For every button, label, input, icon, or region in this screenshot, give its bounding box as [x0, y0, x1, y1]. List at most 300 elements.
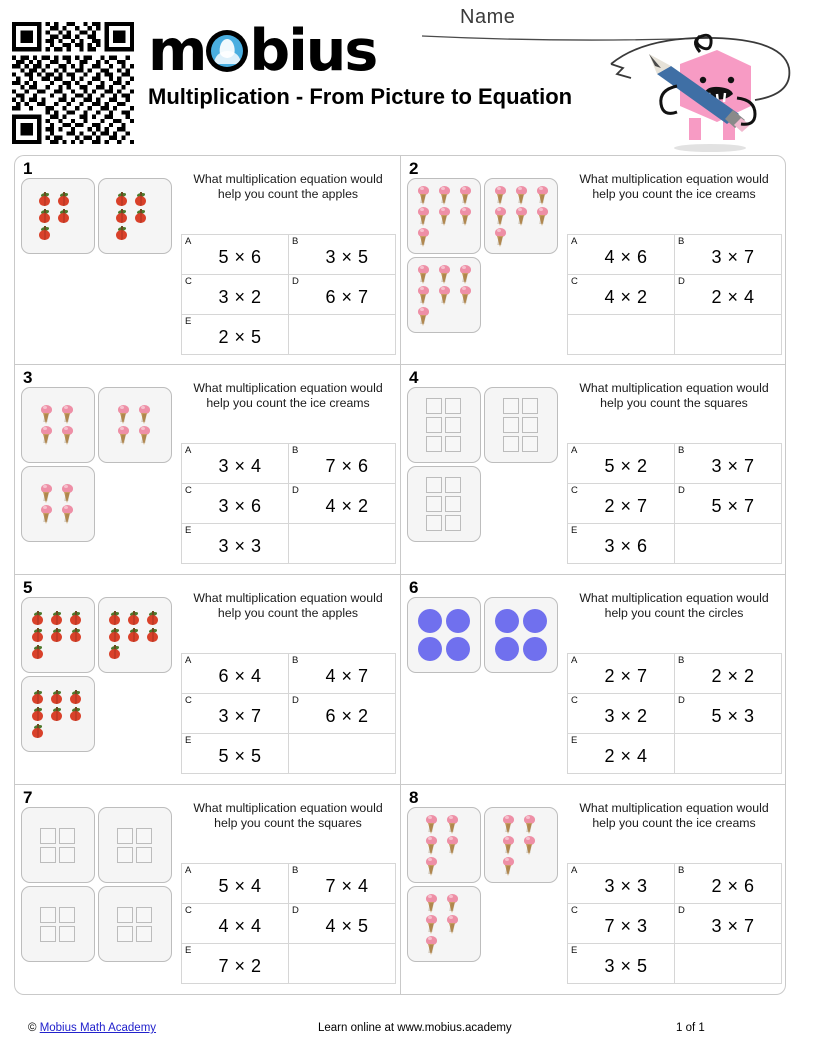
question-row-3 [14, 575, 801, 785]
square-icon [445, 417, 461, 433]
apple-icon [108, 628, 121, 643]
square-icon [522, 417, 538, 433]
circle-icon [495, 609, 519, 633]
square-icon [522, 436, 538, 452]
icecream-icon [40, 405, 53, 424]
icecream-icon [515, 207, 528, 226]
picture-card [21, 597, 95, 673]
question-row-2 [14, 365, 801, 575]
option-e[interactable] [182, 944, 289, 984]
option-empty [568, 315, 675, 355]
option-equation: 3 × 3 [218, 536, 262, 556]
picture-card [407, 597, 481, 673]
option-d[interactable] [289, 694, 396, 734]
option-letter: B [292, 445, 299, 456]
option-letter: B [678, 655, 685, 666]
icecream-icon [40, 426, 53, 445]
options-row [182, 275, 396, 315]
option-e[interactable] [182, 524, 289, 564]
option-empty [675, 524, 782, 564]
apple-icon [115, 192, 128, 207]
square-icon [445, 496, 461, 512]
option-d[interactable] [675, 275, 782, 315]
option-a[interactable] [568, 444, 675, 484]
apple-icon [31, 645, 44, 660]
icecream-icon [417, 286, 430, 305]
picture-cards [21, 597, 179, 779]
options-row [568, 444, 782, 484]
option-letter: E [571, 945, 578, 956]
picture-card [21, 807, 95, 883]
option-equation: 4 × 2 [325, 496, 369, 516]
picture-card [484, 387, 558, 463]
picture-card [407, 886, 481, 962]
picture-card [407, 807, 481, 883]
options-row [568, 904, 782, 944]
apple-icon [115, 226, 128, 241]
picture-card [98, 886, 172, 962]
question-body [181, 799, 395, 984]
options-row [568, 315, 782, 355]
options-row [182, 654, 396, 694]
icecream-icon [40, 484, 53, 503]
worksheet-header [0, 0, 815, 150]
option-b[interactable] [289, 654, 396, 694]
icecream-icon [536, 207, 549, 226]
square-icon [59, 907, 75, 923]
option-c[interactable] [568, 904, 675, 944]
circle-icon [446, 609, 470, 633]
page-title: Multiplication - From Picture to Equation [148, 84, 573, 109]
options-table [567, 863, 782, 984]
picture-card [21, 387, 95, 463]
option-equation: 2 × 4 [604, 746, 648, 766]
option-letter: C [185, 695, 192, 706]
icecream-icon [523, 836, 536, 855]
option-equation: 2 × 6 [711, 876, 755, 896]
apple-icon [134, 192, 147, 207]
options-table [567, 234, 782, 355]
option-equation: 2 × 4 [711, 287, 755, 307]
option-letter: E [571, 525, 578, 536]
question-number: 2 [409, 159, 419, 178]
copyright [28, 1022, 156, 1034]
option-equation: 6 × 7 [325, 287, 369, 307]
option-letter: A [185, 445, 192, 456]
question-prompt: What multiplication equation would help you count the squares [579, 381, 769, 411]
question-number: 6 [409, 578, 419, 597]
option-e[interactable] [182, 315, 289, 355]
option-b[interactable] [289, 444, 396, 484]
apple-icon [69, 707, 82, 722]
apple-icon [50, 690, 63, 705]
square-icon [426, 515, 442, 531]
options-row [182, 694, 396, 734]
mobius-math-academy-link[interactable]: Mobius Math Academy [39, 1022, 157, 1034]
icecream-icon [61, 484, 74, 503]
option-e[interactable] [568, 524, 675, 564]
page-indicator: 1 of 1 [676, 1022, 705, 1034]
option-letter: D [678, 485, 685, 496]
square-icon [503, 417, 519, 433]
square-icon [503, 436, 519, 452]
circle-icon [495, 637, 519, 661]
options-row [568, 864, 782, 904]
option-letter: E [185, 945, 192, 956]
question-row-4 [14, 785, 801, 995]
option-equation: 2 × 2 [711, 666, 755, 686]
option-c[interactable] [182, 484, 289, 524]
options-table [181, 863, 396, 984]
option-letter: E [571, 735, 578, 746]
option-letter: A [185, 655, 192, 666]
logo-text-m: m [148, 17, 206, 84]
option-a[interactable] [568, 654, 675, 694]
qr-code [12, 22, 134, 144]
square-icon [40, 847, 56, 863]
option-equation: 3 × 6 [604, 536, 648, 556]
option-d[interactable] [289, 275, 396, 315]
apple-icon [31, 707, 44, 722]
option-equation: 7 × 4 [325, 876, 369, 896]
question-block-5 [14, 575, 400, 785]
icecream-icon [61, 405, 74, 424]
picture-card [407, 387, 481, 463]
icecream-icon [425, 915, 438, 934]
options-row [568, 654, 782, 694]
square-icon [136, 828, 152, 844]
option-letter: C [571, 695, 578, 706]
question-number: 1 [23, 159, 33, 178]
options-row [182, 734, 396, 774]
options-row [568, 235, 782, 275]
apple-icon [38, 226, 51, 241]
options-row [182, 444, 396, 484]
icecream-icon [138, 405, 151, 424]
icecream-icon [446, 815, 459, 834]
icecream-icon [117, 426, 130, 445]
option-empty [675, 315, 782, 355]
apple-icon [38, 192, 51, 207]
option-letter: C [185, 905, 192, 916]
apple-icon [127, 628, 140, 643]
options-row [568, 524, 782, 564]
apple-icon [38, 209, 51, 224]
circle-icon [523, 609, 547, 633]
apple-icon [31, 690, 44, 705]
picture-card [484, 178, 558, 254]
apple-icon [146, 611, 159, 626]
option-equation: 2 × 5 [218, 327, 262, 347]
picture-card [407, 178, 481, 254]
option-d[interactable] [289, 904, 396, 944]
icecream-icon [425, 894, 438, 913]
apple-icon [31, 611, 44, 626]
picture-cards [407, 597, 565, 779]
option-equation: 3 × 6 [218, 496, 262, 516]
option-letter: B [678, 236, 685, 247]
apple-icon [146, 628, 159, 643]
brand-logo [148, 17, 408, 84]
question-number: 3 [23, 368, 33, 387]
question-body [567, 799, 781, 984]
option-c[interactable] [182, 275, 289, 315]
option-a[interactable] [568, 864, 675, 904]
option-empty [289, 315, 396, 355]
option-equation: 3 × 5 [604, 956, 648, 976]
circle-icon [418, 609, 442, 633]
mascot-illustration [605, 22, 795, 152]
option-c[interactable] [568, 275, 675, 315]
option-letter: B [678, 865, 685, 876]
option-e[interactable] [568, 734, 675, 774]
question-prompt: What multiplication equation would help you count the ice creams [579, 172, 769, 202]
square-icon [426, 496, 442, 512]
question-block-6 [400, 575, 786, 785]
question-number: 7 [23, 788, 33, 807]
question-block-1 [14, 155, 400, 365]
option-equation: 3 × 3 [604, 876, 648, 896]
picture-card [484, 807, 558, 883]
option-letter: A [185, 865, 192, 876]
circle-icon [418, 637, 442, 661]
square-icon [136, 907, 152, 923]
option-a[interactable] [182, 444, 289, 484]
option-a[interactable] [182, 654, 289, 694]
apple-icon [57, 192, 70, 207]
square-icon [522, 398, 538, 414]
options-row [182, 315, 396, 355]
options-row [568, 734, 782, 774]
option-equation: 5 × 5 [218, 746, 262, 766]
option-empty [675, 734, 782, 774]
option-e[interactable] [182, 734, 289, 774]
option-d[interactable] [675, 484, 782, 524]
option-equation: 4 × 6 [604, 247, 648, 267]
picture-cards [407, 807, 565, 989]
icecream-icon [438, 286, 451, 305]
icecream-icon [459, 207, 472, 226]
apple-icon [108, 645, 121, 660]
picture-card [21, 466, 95, 542]
circle-icon [446, 637, 470, 661]
option-letter: D [292, 276, 299, 287]
circle-icon [523, 637, 547, 661]
options-row [568, 694, 782, 734]
option-equation: 5 × 3 [711, 706, 755, 726]
logo-wordmark [148, 17, 408, 84]
picture-cards [21, 178, 179, 360]
option-equation: 3 × 7 [711, 247, 755, 267]
option-d[interactable] [675, 904, 782, 944]
square-icon [40, 907, 56, 923]
icecream-icon [523, 815, 536, 834]
icecream-icon [515, 186, 528, 205]
question-row-1 [14, 155, 801, 365]
option-c[interactable] [182, 904, 289, 944]
apple-icon [69, 690, 82, 705]
icecream-icon [138, 426, 151, 445]
question-body [567, 589, 781, 774]
square-icon [136, 847, 152, 863]
square-icon [59, 828, 75, 844]
icecream-icon [502, 815, 515, 834]
option-letter: E [185, 525, 192, 536]
option-a[interactable] [568, 235, 675, 275]
option-a[interactable] [182, 864, 289, 904]
options-row [182, 864, 396, 904]
icecream-icon [438, 265, 451, 284]
option-letter: C [185, 485, 192, 496]
apple-icon [50, 707, 63, 722]
option-letter: C [571, 485, 578, 496]
option-equation: 3 × 5 [325, 247, 369, 267]
apple-icon [57, 209, 70, 224]
option-a[interactable] [182, 235, 289, 275]
square-icon [426, 436, 442, 452]
option-equation: 3 × 2 [218, 287, 262, 307]
question-body [181, 379, 395, 564]
icecream-icon [446, 894, 459, 913]
square-icon [117, 907, 133, 923]
options-row [568, 944, 782, 984]
square-icon [445, 477, 461, 493]
square-icon [445, 515, 461, 531]
picture-card [98, 178, 172, 254]
option-b[interactable] [675, 654, 782, 694]
option-letter: D [292, 695, 299, 706]
question-body [181, 170, 395, 355]
question-number: 8 [409, 788, 419, 807]
option-b[interactable] [289, 864, 396, 904]
icecream-icon [61, 426, 74, 445]
square-icon [117, 847, 133, 863]
options-table [181, 234, 396, 355]
option-equation: 5 × 6 [218, 247, 262, 267]
icecream-icon [459, 286, 472, 305]
options-row [568, 275, 782, 315]
icecream-icon [459, 186, 472, 205]
option-equation: 5 × 4 [218, 876, 262, 896]
options-row [182, 235, 396, 275]
apple-icon [69, 611, 82, 626]
question-block-2 [400, 155, 786, 365]
square-icon [426, 477, 442, 493]
footer-learn-online-text: Learn online at www.mobius.academy [318, 1022, 512, 1034]
square-icon [503, 398, 519, 414]
option-equation: 7 × 2 [218, 956, 262, 976]
square-icon [445, 436, 461, 452]
icecream-icon [417, 307, 430, 326]
square-icon [117, 828, 133, 844]
question-prompt: What multiplication equation would help you count the apples [193, 591, 383, 621]
square-icon [136, 926, 152, 942]
option-e[interactable] [568, 944, 675, 984]
option-letter: C [571, 276, 578, 287]
icecream-icon [446, 836, 459, 855]
option-empty [289, 944, 396, 984]
question-block-4 [400, 365, 786, 575]
option-letter: D [292, 905, 299, 916]
option-empty [675, 944, 782, 984]
icecream-icon [536, 186, 549, 205]
icecream-icon [425, 857, 438, 876]
options-row [182, 484, 396, 524]
picture-card [98, 807, 172, 883]
option-letter: D [292, 485, 299, 496]
icecream-icon [40, 505, 53, 524]
apple-icon [134, 209, 147, 224]
option-letter: C [571, 905, 578, 916]
options-row [182, 904, 396, 944]
picture-card [407, 257, 481, 333]
option-letter: E [185, 316, 192, 327]
option-equation: 3 × 7 [218, 706, 262, 726]
picture-card [21, 178, 95, 254]
apple-icon [108, 611, 121, 626]
question-block-7 [14, 785, 400, 995]
square-icon [40, 926, 56, 942]
square-icon [59, 847, 75, 863]
icecream-icon [494, 186, 507, 205]
option-letter: A [571, 445, 578, 456]
option-c[interactable] [182, 694, 289, 734]
option-b[interactable] [675, 864, 782, 904]
icecream-icon [425, 815, 438, 834]
icecream-icon [502, 857, 515, 876]
option-equation: 5 × 2 [604, 456, 648, 476]
option-letter: E [185, 735, 192, 746]
option-b[interactable] [675, 444, 782, 484]
icecream-icon [61, 505, 74, 524]
questions-grid [14, 155, 801, 995]
icecream-icon [438, 207, 451, 226]
option-equation: 4 × 7 [325, 666, 369, 686]
options-table [567, 443, 782, 564]
picture-card [407, 466, 481, 542]
icecream-icon [502, 836, 515, 855]
apple-icon [50, 611, 63, 626]
option-equation: 3 × 2 [604, 706, 648, 726]
picture-card [98, 387, 172, 463]
option-c[interactable] [568, 694, 675, 734]
option-equation: 7 × 3 [604, 916, 648, 936]
option-b[interactable] [289, 235, 396, 275]
option-equation: 6 × 4 [218, 666, 262, 686]
option-letter: B [292, 236, 299, 247]
option-d[interactable] [289, 484, 396, 524]
option-c[interactable] [568, 484, 675, 524]
question-body [181, 589, 395, 774]
question-body [567, 170, 781, 355]
question-number: 5 [23, 578, 33, 597]
picture-cards [21, 387, 179, 569]
square-icon [445, 398, 461, 414]
icecream-icon [117, 405, 130, 424]
option-d[interactable] [675, 694, 782, 734]
apple-icon [127, 611, 140, 626]
option-letter: A [571, 655, 578, 666]
options-row [568, 484, 782, 524]
option-b[interactable] [675, 235, 782, 275]
options-row [182, 524, 396, 564]
logo-text-bius: bius [249, 17, 377, 84]
option-letter: D [678, 276, 685, 287]
option-equation: 2 × 7 [604, 496, 648, 516]
picture-cards [407, 178, 565, 360]
icecream-icon [425, 836, 438, 855]
icecream-icon [494, 228, 507, 247]
